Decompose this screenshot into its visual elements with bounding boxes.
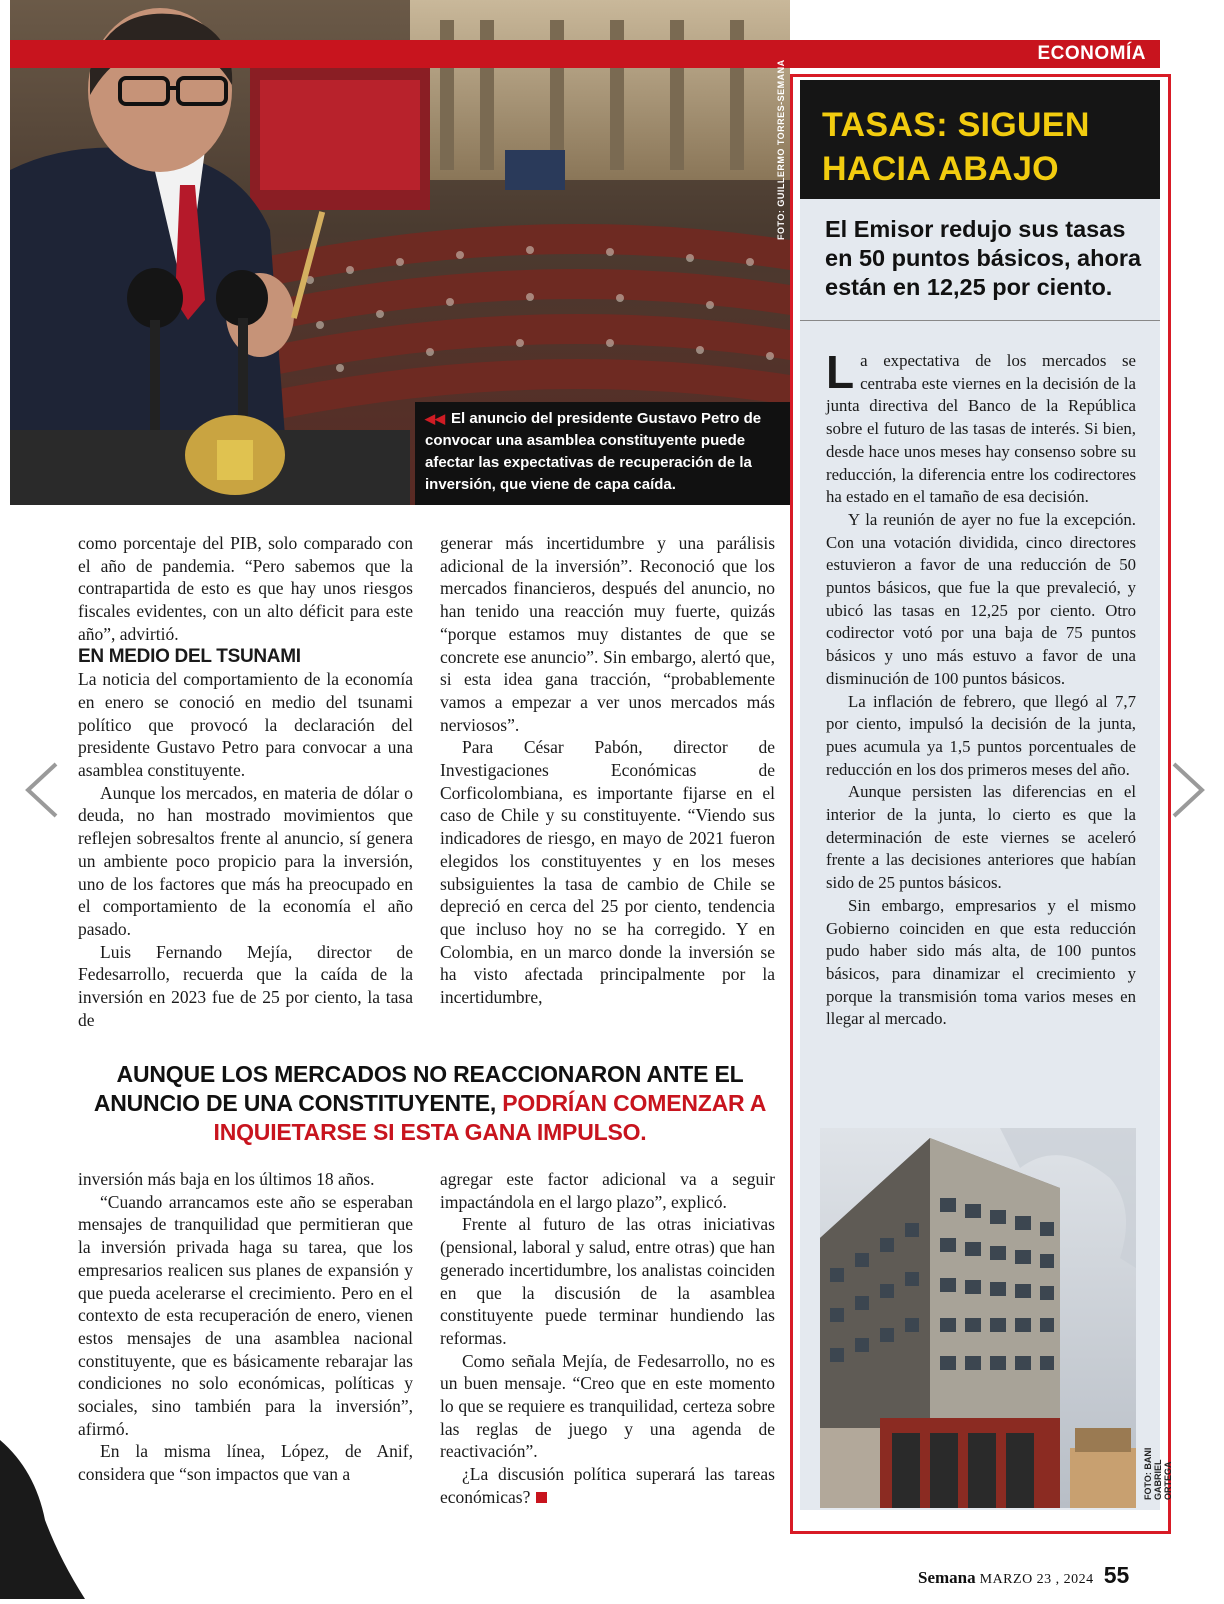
paragraph: Como señala Mejía, de Fedesarrollo, no es un buen mensaje. “Creo que en este momento lo que se requiere es tranquilidad, certeza sobre las reglas de juego y una agenda de reactivación”.: [440, 1350, 775, 1462]
drop-cap: L: [826, 346, 855, 398]
column-1-bottom: [78, 1168, 413, 1486]
person-silhouette: [0, 1440, 85, 1599]
paragraph: Y la reunión de ayer no fue la excepción. Con una votación dividida, cinco directores estuvieron a favor de una reducción de 50 puntos básicos, que fue la que prevaleció, y ubicó las tasas en 12,25 por ciento. Otro codirector votó por una baja de 75 puntos básicos y uno más estuvo a favor de una disminución de 100 puntos básicos.: [826, 509, 1136, 688]
page-footer: [918, 1562, 1129, 1589]
paragraph: agregar este factor adicional va a seguir impactándola en el largo plazo”, explicó.: [440, 1169, 775, 1212]
chevron-left-icon: [22, 760, 62, 820]
paragraph: Sin embargo, empresarios y el mismo Gobierno coinciden en que esta reducción pudo haber sido más alta, de 100 puntos básicos, para dinamizar el crecimiento y porque la transmisión toma varios meses en llegar al mercado.: [826, 895, 1136, 1029]
paragraph: generar más incertidumbre y una parálisis adicional de la inversión”. Reconoció que los mercados financieros, después del anuncio, no han tenido una reacción muy fuerte, quizás “porque estamos muy distantes de que se concrete ese anuncio”. Sin embargo, alertó que, si esta idea gana tracción, “probablemente vamos a empezar a ver unos mercados más nerviosos”.: [440, 533, 775, 735]
sidebar-body: [826, 346, 1136, 1031]
magazine-name: Semana: [918, 1568, 976, 1587]
end-mark-icon: [536, 1492, 547, 1503]
paragraph: [826, 346, 1136, 509]
photo-caption-text: El anuncio del presidente Gustavo Petro de convocar una asamblea constituyente puede afectar las expectativas de recuperación de la inversión, que viene de capa caída.: [425, 410, 762, 493]
next-page-button[interactable]: [1168, 755, 1208, 837]
section-bar: [10, 40, 1160, 68]
caption-triangles-icon: ◀◀: [425, 411, 445, 426]
paragraph: En la misma línea, López, de Anif, considera que “son impactos que van a: [78, 1441, 413, 1485]
section-label: ECONOMÍA: [1037, 43, 1146, 64]
sidebar-photo-credit: FOTO: BANI GABRIEL ORTEGA: [1143, 1447, 1173, 1500]
prev-page-button[interactable]: [22, 755, 62, 837]
paragraph: Para César Pabón, director de Investigaciones Económicas de Corficolombiana, es importante fijarse en el caso de Chile y su constituyente. “Viendo sus indicadores de riesgo, en mayo de 2021 fueron elegidos los constituyentes y en los meses subsiguientes la tasa de cambio de Chile se depreció en cerca del 25 por ciento, tendencia que incluso hoy no se ha corregido. Y en Colombia, en un marco donde la inversión se ha visto afectada principalmente por la incertidumbre,: [440, 737, 775, 1008]
bank-building-photo: [820, 1128, 1136, 1508]
page-number: 55: [1103, 1562, 1130, 1588]
paragraph: inversión más baja en los últimos 18 años.: [78, 1169, 375, 1189]
paragraph: “Cuando arrancamos este año se esperaban mensajes de tranquilidad que permitieran que la inversión privada haga su tarea, que los empresarios realicen sus planes de expansión y que pueda acelerarse el crecimiento. Pero en el contexto de esta recuperación de enero, vienen estos mensajes de una asamblea nacional constituyente, que es básicamente rebarajar las condiciones no solo económicas, políticas y sociales, sino también para la inversión”, afirmó.: [78, 1191, 413, 1439]
paragraph: como porcentaje del PIB, solo comparado con el año de pandemia. “Pero sabemos que la contrapartida de esto es que hay unos riesgos fiscales evidentes, con un alto déficit para este año”, advirtió.: [78, 533, 413, 644]
sidebar-title: [822, 103, 1152, 191]
sidebar-title-line-1: TASAS: SIGUEN: [822, 106, 1090, 144]
paragraph: Frente al futuro de las otras iniciativas (pensional, laboral y salud, entre otras) que han generado incertidumbre, los analistas coinciden en que la discusión de la asamblea constituyente puede terminar hundiendo las reformas.: [440, 1214, 775, 1348]
issue-date: MARZO 23 , 2024: [979, 1572, 1094, 1587]
paragraph: [440, 1463, 775, 1508]
pull-quote-black: AUNQUE LOS MERCADOS NO REACCIONARON ANTE EL ANUNCIO DE UNA CONSTITUYENTE,: [93, 1061, 744, 1116]
paragraph: La noticia del comportamiento de la economía en enero se conoció en medio del tsunami político que provocó la declaración del presidente Gustavo Petro para convocar a una asamblea constituyente.: [78, 669, 413, 781]
first-paragraph-text: a expectativa de los mercados se centraba este viernes en la decisión de la junta directiva del Banco de la República sobre el futuro de las tasas de interés. Si bien, desde hace unos meses hay consenso sobre su reducción, la diferencia entre los codirectores ha estado en el tamaño de esa decisión.: [826, 351, 1136, 507]
pull-quote-red: PODRÍAN COMENZAR A INQUIETARSE SI ESTA GANA IMPULSO.: [213, 1090, 767, 1145]
sidebar-deck: El Emisor redujo sus tasas en 50 puntos básicos, ahora están en 12,25 por ciento.: [825, 216, 1142, 300]
column-2-bottom: [440, 1168, 775, 1509]
photo-caption: [415, 402, 790, 505]
paragraph: La inflación de febrero, que llegó al 7,7 por ciento, impulsó la decisión de la junta, pues acumula ya 1,5 puntos porcentuales de reducción en los dos primeros meses del año.: [826, 691, 1136, 779]
column-1-top: [78, 532, 413, 1031]
paragraph: Aunque los mercados, en materia de dólar o deuda, no han mostrado movimientos que reflejen sobresaltos frente al anuncio, sí genera un ambiente poco propicio para la inversión, uno de los factores que más ha preocupado en el comportamiento de la economía el año pasado.: [78, 782, 413, 939]
paragraph: Aunque persisten las diferencias en el interior de la junta, lo cierto es que la determinación de este viernes se aceleró frente a las decisiones anteriores que habían sido de 25 puntos básicos.: [826, 782, 1136, 893]
pull-quote: [90, 1060, 770, 1147]
subheading: EN MEDIO DEL TSUNAMI: [78, 645, 301, 667]
person-silhouette-illustration: [0, 1440, 85, 1599]
paragraph: Luis Fernando Mejía, director de Fedesarrollo, recuerda que la caída de la inversión en 2023 fue de 25 por ciento, la tasa de: [78, 941, 413, 1030]
chevron-right-icon: [1168, 760, 1208, 820]
column-2-top: [440, 532, 775, 1009]
photo-credit: FOTO: GUILLERMO TORRES-SEMANA: [776, 59, 786, 240]
closing-question: ¿La discusión política superará las tareas económicas?: [440, 1464, 775, 1507]
bank-building-illustration: [820, 1128, 1136, 1508]
sidebar-title-line-2: HACIA ABAJO: [822, 150, 1059, 188]
sidebar-divider: [800, 320, 1160, 321]
